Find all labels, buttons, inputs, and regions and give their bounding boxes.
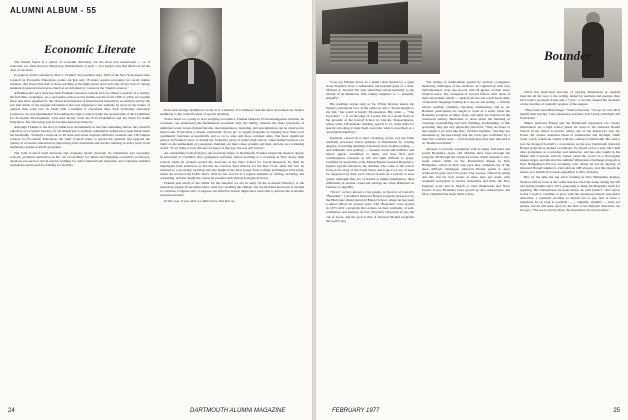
article-title-right: Bounder — [544, 48, 591, 63]
left-page — [0, 0, 312, 420]
paragraph: Frankel puts much of the blame for the situation we are in today on the economic illiteracy of the American people. Economists know what was seeming the climate, but an informed electorate is needed to convince Congress and a Congress can effective branch might have been able to prevent the economic recession malaise. — [160, 181, 304, 198]
paragraph: His readings carries only so far. While Stratton shares the master's passionate love of the outdoors and a "broad margin to my life," his world is hardly Thoreauvian. His cabin — "The Growlery" — is on the edge of a pond, but of a recent field on the grounds of the Carroll School in Lincoln, Massachusetts, where some 140 dyslexic children, aged 8 to 15, come daily for special schooling to help them overcome what is described as a "perceptual handicap." — [326, 101, 414, 135]
paragraph: Dyslexia, caused by a short circuiting of the way the brain normally processes visual symbols, is manifested by varying degrees of learning disability. Dyslexics have trouble reading — and arithmetic and spelling — because words and numbers and letters appear scrambled to them, and they find such commonplace concepts as left and right difficult to grasp. Certified by specialists at the Massachusetts General Hospital to require special education, the children who come to the school from as far away as the North Shore and Cape Cod, are, if need be, supported by their local school boards on a system of state grants. Although they are of normal or higher intelligence, their difficulties in normal classroom settings are often dismissed as laziness or stupidity. — [326, 135, 414, 189]
right-article-column-3 — [520, 90, 620, 404]
paragraph: Close by Walden Pond, in a small cabin heated by a great stone fireplace, lives a redheaded, red-bearded giant of a man, Michael A. Stratton '69, who subscribes whole-heartedly to the dictum of an illustrious 19th century neighbor to "... simplify, simplify." — [326, 80, 414, 101]
paragraph: Anxious to become acquainted with as many first-hand and sound Bounders, about 140 children have been through the program, 28 through the advanced course which includes a two-week winter climb on the Presidential Range in New Hampshire, where in their own pace they complete one of the most difficult challenges. Outward Bound seems to have achieved its goal over four years. The courses, offered in spring and fall, run for four weeks of three days per week, with weekend excursions to nearby mountains and hills, the New England coast, and in March to New Brunswick and Nova Scotia. A few Bounders have grown up into adolescence and have completed the more adult course. — [422, 146, 510, 196]
paragraph: from such strange bedfellows as the U.S. Chamber of Commerce and the labor movement are further testimony to the council's ideal of special pleading. — [160, 108, 304, 117]
paragraph: The United States is a nation of economic illiterates, for the most part uneducated — or, if schooled, too often bored to distraction, misinformed, or both — in a subject area that affects us all the days of our lives. — [10, 60, 150, 73]
right-article-column-1 — [326, 80, 414, 404]
paragraph: In this case, it was what we didn't know that hurt us. — [164, 198, 235, 203]
footer-issue-date: FEBRUARY 1977 — [332, 408, 380, 414]
paragraph: The Joint Council itself develops and evaluates model curricula for elementary and secondary schools; promotes instruction in the "art of teaching" for future and fledgling economics professors; develops pre-service and in-service training for better instructional materials, and organizes summer workshops and in-service training for teachers. — [10, 150, 150, 167]
paragraph: The testing of achievement gained by dyslexic youngsters mastering challenges of the outdoors, in conjunction with very individualized, close one-on-one with all phases of their lives, Stratton notes. The contagion of success infects other areas of their curriculum, which — aside from one and a half hours daily of intensive language training in a one-on-one setting — blends, whose, reading, camping, canoeing, orienteering, and so on. Bounder participants are taught to work as a team, while the Bounders program of mind, body, and spirit are fostered in the classroom setting. Motivated to learn about the building of canoeing, boatbuilding and rock climbing, boatbuilding, or fish spawning, they get very physically involved. "They are more or less taught to do bold like this," Stratton explains, "but they are heartened by the knowledge that the work gets confirmed by a man who couldn't read — even though they may later describe it as "Beethoven Smith." — [422, 80, 510, 146]
paragraph: "They learn incredible things," Stratton marvels. "I hope we can call it myself their teacher. I am experience-oriented, and I learn with them and from them." — [520, 107, 620, 120]
hiker-photo — [564, 8, 622, 82]
paragraph: But, by the time the sap starts running in New Hampshire maples, Stratton will be back at the cabin that has been his home during the fall and spring months since 1971, preparing to bring his Bounders north for sugaring. His whereabouts ten years hence, he can't predict. "All I know is that I want to continue to grow with the experience-based, responsive education, a symbolic promise to myself not to pay rent or have a telephone for as long as possible — ... simplify, simplify — may not endure, but he will keep open for the best of his different directions. As he says, "The sea is always there, the mountains are always there." — [520, 175, 620, 213]
article-title-left: Economic Literate — [44, 42, 136, 56]
cabin-door — [368, 42, 378, 64]
paragraph: Mike's Outward Bound and his Dartmouth experience are closely intertwined. As a high school junior he went to the Outward Bound School in his native Colorado, where one of his instructors was Jay Evans '49, former Assistant Dean of Admissions and Olympic white water coach, whom he credits with his coming to Dartmouth. His senior year he dropped football to concentrate on the new Dartmouth Outward Bound program as student coordinator; he stayed on for a year and a half after graduation as a recruiter and instructor, and has also taught in the Maine and Colorado schools, sailed round the world on a Norwegian square-rigger, and directed the summer Wilderness Challenge program at New Hampshire's Proctor Academy. Last winter he led an odyssey of Outward Bound alumni to visit African OB schools, and this month he leaves on a similar five-week expedition to New Zealand. — [520, 121, 620, 175]
right-page — [316, 0, 628, 420]
paragraph: An outstanding football player and sociology major at Dartmouth, Frankel earned his master's degree in education at Columbia after graduation and then started teaching at a coaching in New Jersey high schools while he worked toward his doctorate at the New School for Social Research. In 1942 he interrupted both endeavors to become an overseas field director for the Red Cross. After the war, he returned to a secondary teaching and also taught at the New Jersey State College and Rutgers University, where he received his D.Ed. Since 1952 he has served as a regular member of writing, lecturing and consulting, and has taught the course he presides with almost evangelical fervor. — [160, 151, 304, 180]
page-number-left: 24 — [8, 408, 15, 414]
footer-publication: DARTMOUTH ALUMNI MAGAZINE — [190, 408, 286, 414]
portrait-photo — [160, 8, 222, 102]
right-article-column-2 — [422, 80, 510, 404]
paragraph: Affirming this sorry state has been Frankel's personal crusade and, for almost a quarter of a century, his full-time occupation. As a secondary-school social studies teacher from 1936 to 1952, he became more and more appalled by the virtual nonexistence of instructional material in economics and by the fact that much of the meager information that was imparted to the students by more in the nature of opinion than solid fact. In 1949, with a handful of concerned New York University education professors, he was instrumental in founding the Joint Council, under the sponsorship of the Committee for Economic Development, with seed money from the Ford Foundation and the Fund for Adult Education. The following year he became Associate Director. — [10, 91, 150, 124]
section-header: ALUMNI ALBUM - 55 — [10, 6, 97, 15]
portrait-tie — [188, 60, 194, 84]
left-article-column-2 — [160, 108, 304, 404]
paragraph: which has motivated in-rocks of varying dimensions at random intervals all the way to the ceiling. Aided by teachers and parents, they have built a geodesic dome and a "yurt," a circular shaped hut modeled on the dwellers of nomadic peoples of the steppes. — [520, 90, 620, 107]
page-number-right: 25 — [613, 408, 620, 414]
paragraph: Although Frankel is the first to admit how monumental is the task remaining before the council's objective of economic literacy for all Americans is realized, remarkable strides have been made under his leadership. Through a network of 48 state and seven regional affiliated councils and 138 campus Centers for Economic Education, the Joint Council seeks to spread the quantity and upgrade the quality of economic education by improving both curriculum and teacher training on every level, from elementary grades to Ph.D. programs. — [10, 124, 150, 150]
portrait-face — [180, 30, 202, 58]
paragraph: In support of this contention, Moe L. Frankel '34, president since 1955 of the New York-based Joint Council on Economic Education, points out that only 18 states require economics for social studies teachers, that fewer than half of those teaching at the high-school level and only 20 per cent of college students in general have had so much as an introductory course in the "dismal science." — [10, 73, 150, 90]
paragraph: You're never too young to start studying economics, Frankel believes. From kindergarten children, he contends, can understand the fundamental economic unit, the family, wherein the basic principles of unlimited wants versus limited income, interdependence, bartering, and specialization can be observed in microcosm. From there a master curriculum "flows up" to pupils programs on learning how their local community functions economically and so on to state and more complex units. The most significant period, in Frankel's view, is during the formative years of junior high school, when skilled teachers can build on the enthusiasm of youngsters thinking out their value systems and their outlook on a widening world. "If we bring to bear the best we know at that age, the rest will follow." — [160, 117, 304, 151]
left-article-column-1 — [10, 60, 150, 404]
cabin-photo — [316, 0, 440, 74]
cabin-person — [400, 40, 408, 64]
paragraph: "Stratt," as he's known to his pupils, is director of Carroll's "Bounders," a modified Outward Bound program sponsored by the Hurricane Island Outward Bound School, where he has been a senior officer for several years. The "Bounders" were started in 1973 with a program that centers on their problems of self-confidence and mastery. In fact, Stratton's classroom is also the out of doors, and the goal is that of Outward Bound programs the world over. — [326, 190, 414, 223]
